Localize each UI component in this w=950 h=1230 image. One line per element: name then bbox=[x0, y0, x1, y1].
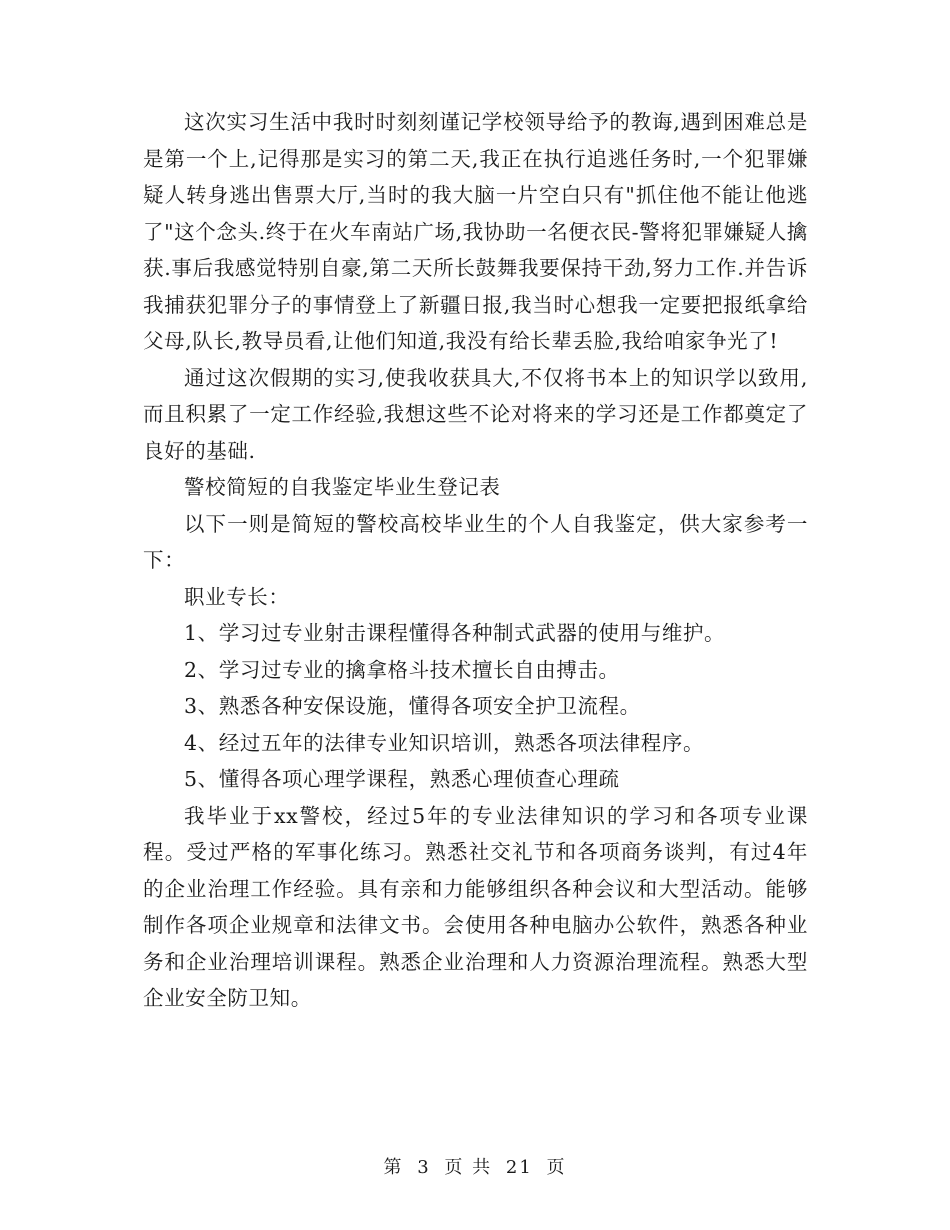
paragraph-internship-story: 这次实习生活中我时时刻刻谨记学校领导给予的教诲,遇到困难总是是第一个上,记得那是实习的第二天,我正在执行追逃任务时,一个犯罪嫌疑人转身逃出售票大厅,当时的我大脑一片空白只有"抓住他不能让他逃了"这个念头.终于在火车南站广场,我协助一名便衣民-警将犯罪嫌疑人擒获.事后我感觉特别自豪,第二天所长鼓舞我要保持干劲,努力工作.并告诉我捕获犯罪分子的事情登上了新疆日报,我当时心想我一定要把报纸拿给父母,队长,教导员看,让他们知道,我没有给长辈丢脸,我给咱家争光了! bbox=[143, 110, 808, 353]
document-body bbox=[143, 104, 808, 1017]
page-footer bbox=[0, 1153, 950, 1179]
skill-item: 4、经过五年的法律专业知识培训，熟悉各项法律程序。 bbox=[184, 730, 705, 755]
skill-item: 3、熟悉各种安保设施，懂得各项安全护卫流程。 bbox=[184, 694, 641, 718]
skill-item: 5、懂得各项心理学课程，熟悉心理侦查心理疏 bbox=[184, 767, 620, 791]
section-heading: 警校简短的自我鉴定毕业生登记表 bbox=[184, 475, 501, 499]
footer-middle: 页 共 bbox=[444, 1157, 493, 1178]
paragraph-self-assessment: 我毕业于xx警校，经过5年的专业法律知识的学习和各项专业课程。受过严格的军事化练习。熟悉社交礼节和各项商务谈判，有过4年的企业治理工作经验。具有亲和力能够组织各种会议和大型活动。能够制作各项企业规章和法律文书。会使用各种电脑办公软件，熟悉各种业务和企业治理培训课程。熟悉企业治理和人力资源治理流程。熟悉大型企业安全防卫知。 bbox=[143, 803, 808, 1010]
footer-total-pages: 21 bbox=[505, 1157, 533, 1178]
skill-item: 1、学习过专业射击课程懂得各种制式武器的使用与维护。 bbox=[184, 621, 726, 645]
footer-prefix: 第 bbox=[383, 1157, 404, 1178]
paragraph-internship-summary: 通过这次假期的实习,使我收获具大,不仅将书本上的知识学以致用,而且积累了一定工作经验,我想这些不论对将来的学习还是工作都奠定了良好的基础. bbox=[143, 365, 808, 463]
footer-current-page: 3 bbox=[417, 1157, 431, 1178]
paragraph-intro: 以下一则是简短的警校高校毕业生的个人自我鉴定，供大家参考一下： bbox=[143, 511, 808, 572]
skills-heading: 职业专长： bbox=[184, 584, 290, 609]
footer-suffix: 页 bbox=[546, 1157, 567, 1178]
skill-item: 2、学习过专业的擒拿格斗技术擅长自由搏击。 bbox=[184, 657, 620, 682]
